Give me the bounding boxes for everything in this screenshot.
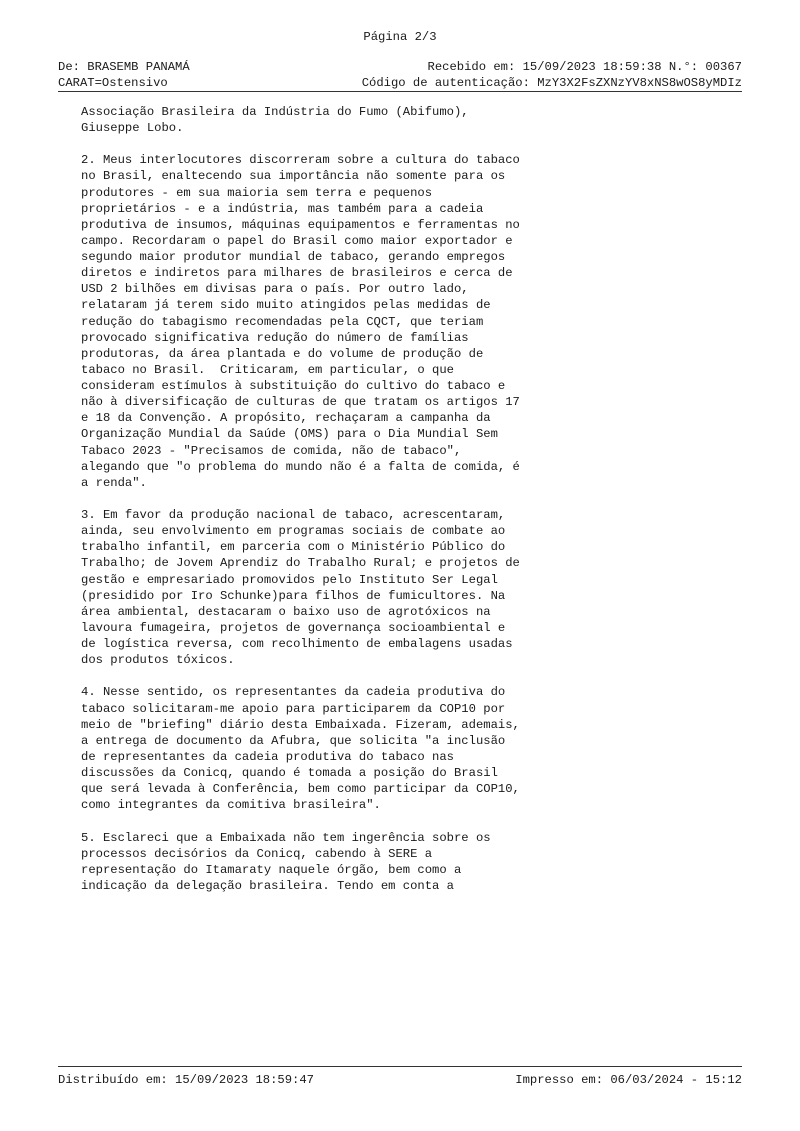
classification-field: CARAT=Ostensivo bbox=[58, 76, 168, 90]
header-divider bbox=[58, 91, 742, 92]
received-field: Recebido em: 15/09/2023 18:59:38 N.°: 00367 bbox=[427, 60, 742, 74]
printed-field: Impresso em: 06/03/2024 - 15:12 bbox=[515, 1073, 742, 1087]
paragraph-2: 2. Meus interlocutores discorreram sobre a cultura do tabaco no Brasil, enaltecendo sua importância não somente para os produtores - em sua maioria sem terra e pequenos proprietários - e a indústria, mas também para a cadeia produtiva de insumos, máquinas equipamentos e ferramentas no campo. Recordaram o papel do Brasil como maior exportador e segundo maior produtor mundial de tabaco, gerando empregos diretos e indiretos para milhares de brasileiros e cerca de USD 2 bilhões em divisas para o país. Por outro lado, relataram já terem sido muito atingidos pelas medidas de redução do tabagismo recomendadas pela CQCT, que teriam provocado significativa redução do número de famílias produtoras, da área plantada e do volume de produção de tabaco no Brasil. Criticaram, em particular, o que consideram estímulos à substituição do cultivo do tabaco e não à diversificação de culturas de que tratam os artigos 17 e 18 da Convenção. A propósito, rechaçaram a campanha da Organização Mundial da Saúde (OMS) para o Dia Mundial Sem Tabaco 2023 - "Precisamos de comida, não de tabaco", alegando que "o problema do mundo não é a falta de comida, é a renda". bbox=[81, 153, 520, 490]
footer bbox=[58, 1072, 742, 1088]
paragraph-continuation: Associação Brasileira da Indústria do Fumo (Abifumo), Giuseppe Lobo. bbox=[81, 105, 469, 136]
page-number: Página 2/3 bbox=[363, 30, 437, 44]
paragraph-5: 5. Esclareci que a Embaixada não tem ingerência sobre os processos decisórios da Conicq, cabendo à SERE a representação do Itamaraty naquele órgão, bem como a indicação da delegação brasileira. Tendo em conta a bbox=[81, 830, 491, 893]
auth-code-field: Código de autenticação: MzY3X2FsZXNzYV8xNS8wOS8yMDIz bbox=[361, 76, 742, 90]
header-row-classification bbox=[58, 75, 742, 91]
distributed-field: Distribuído em: 15/09/2023 18:59:47 bbox=[58, 1073, 314, 1087]
paragraph-4: 4. Nesse sentido, os representantes da cadeia produtiva do tabaco solicitaram-me apoio para participarem da COP10 por meio de "briefing" diário desta Embaixada. Fizeram, ademais, a entrega de documento da Afubra, que solicita "a inclusão de representantes da cadeia produtiva do tabaco nas discussões da Conicq, quando é tomada a posição do Brasil que será levada à Conferência, bem como participar da COP10, como integrantes da comitiva brasileira". bbox=[81, 685, 520, 813]
paragraph-3: 3. Em favor da produção nacional de tabaco, acrescentaram, ainda, seu envolvimento em programas sociais de combate ao trabalho infantil, em parceria com o Ministério Público do Trabalho; de Jovem Aprendiz do Trabalho Rural; e projetos de gestão e empresariado promovidos pelo Instituto Ser Legal (presidido por Iro Schunke)para filhos de fumicultores. Na área ambiental, destacaram o baixo uso de agrotóxicos na lavoura fumageira, projetos de governança socioambiental e de logística reversa, com recolhimento de embalagens usadas dos produtos tóxicos. bbox=[81, 508, 520, 668]
sender-field: De: BRASEMB PANAMÁ bbox=[58, 60, 190, 74]
document-body bbox=[81, 104, 721, 910]
footer-divider bbox=[58, 1066, 742, 1067]
header-row-sender bbox=[58, 59, 742, 75]
